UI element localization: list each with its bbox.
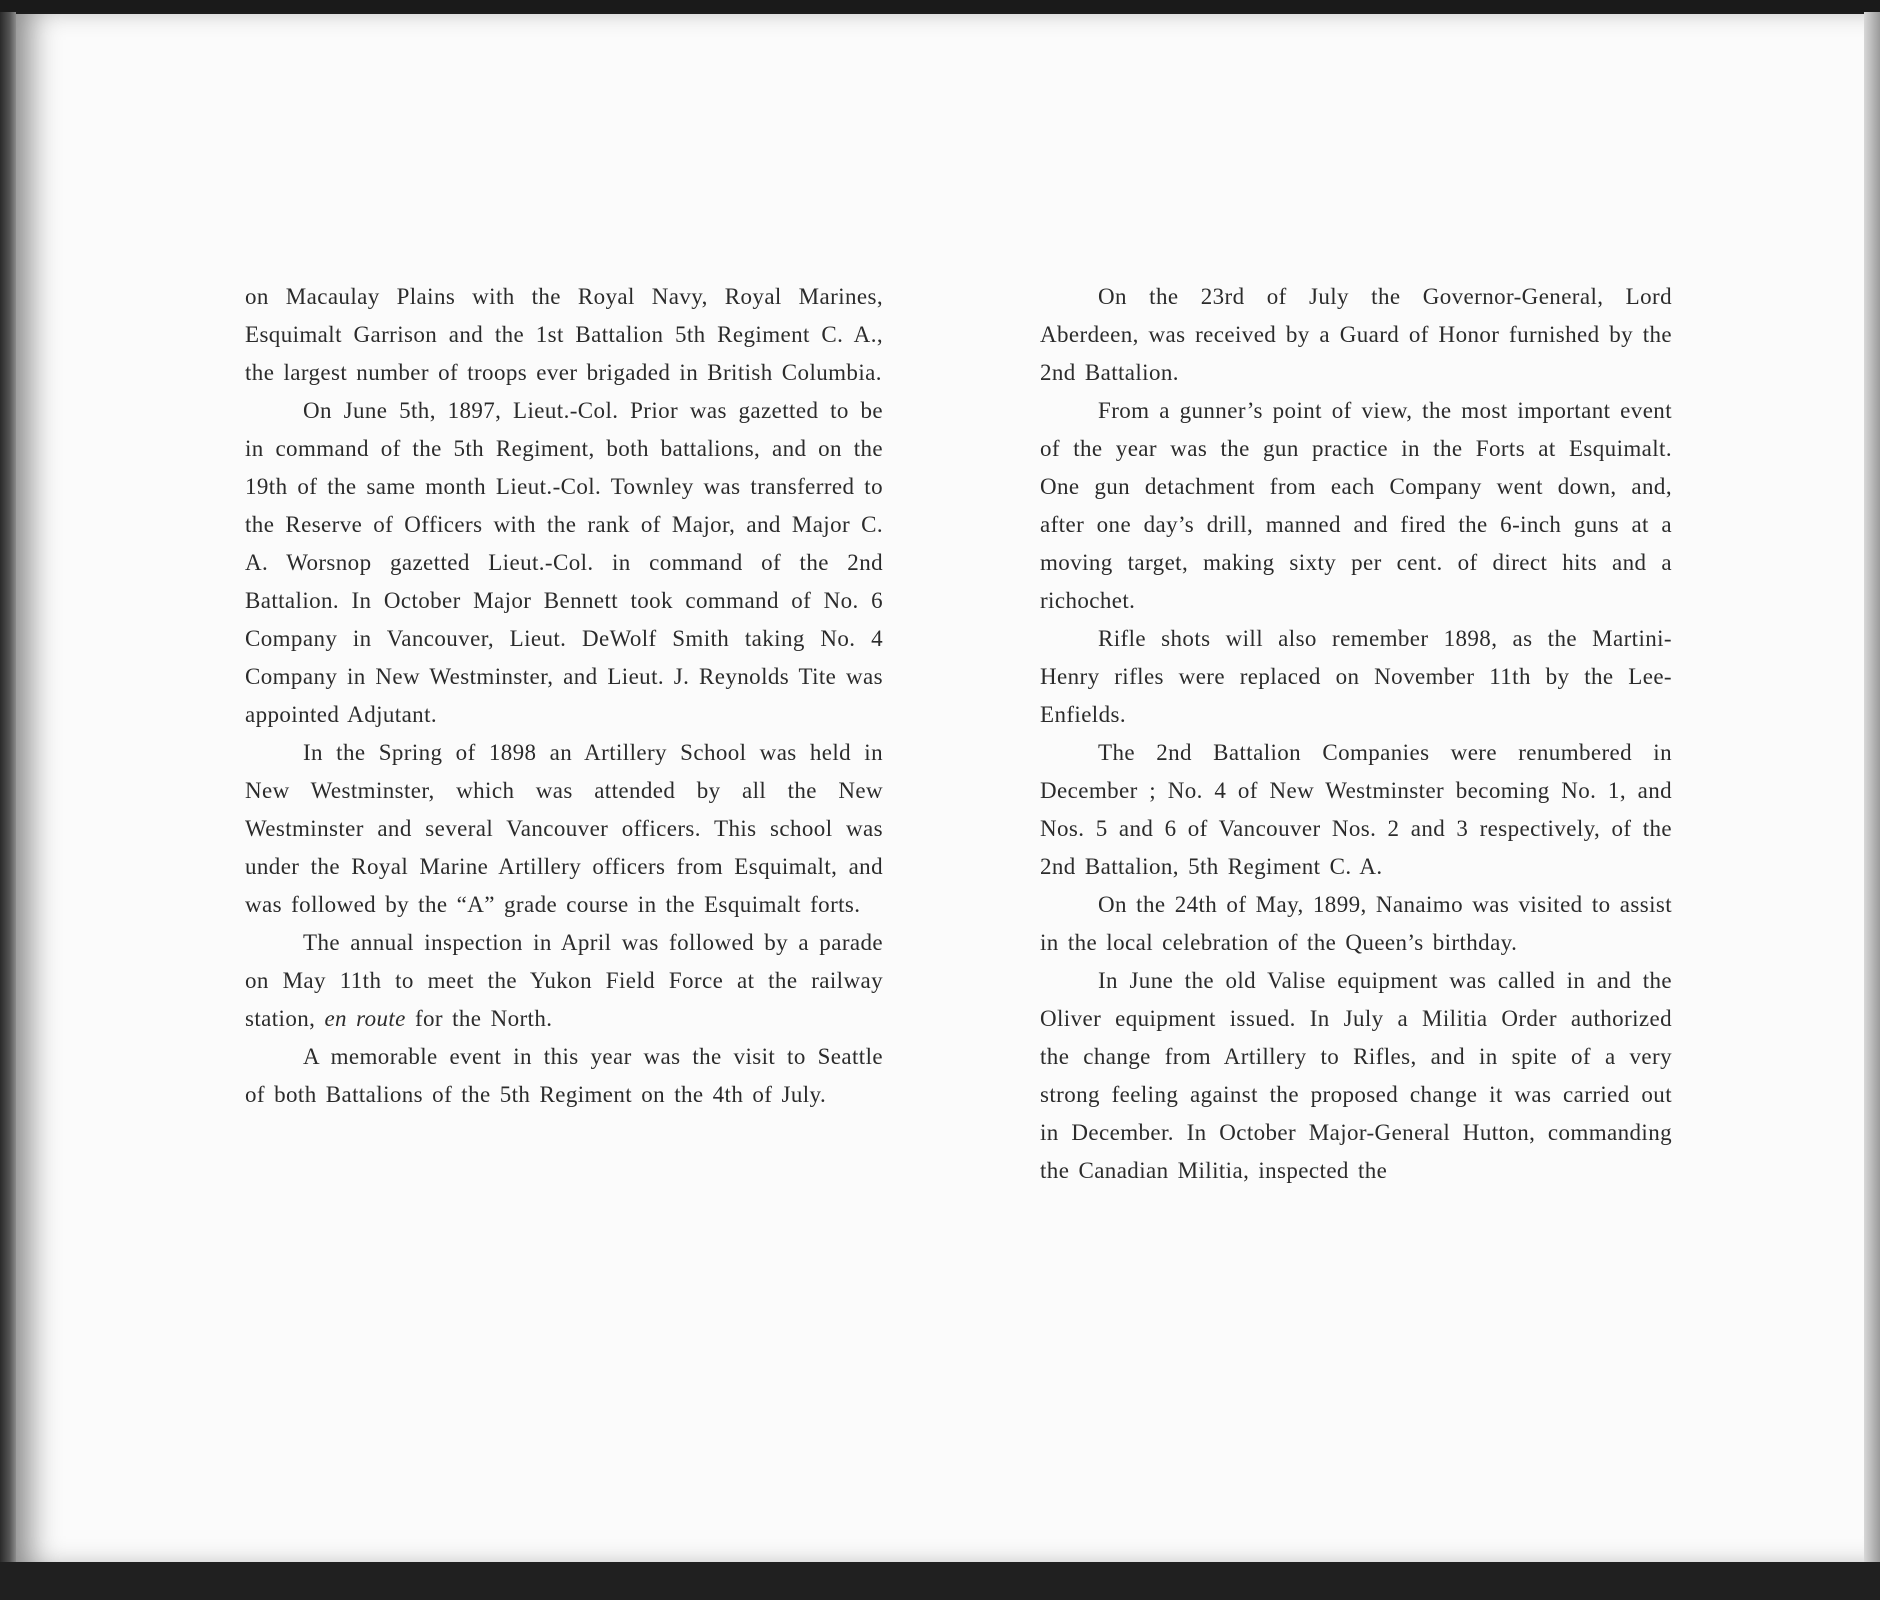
inspection-text-before: The annual inspection in April was followed by a parade on May 11th to meet the Yukon Field Force at the railway station,: [245, 930, 883, 1031]
paragraph-rifle-shots: Rifle shots will also remember 1898, as the Martini-Henry rifles were replaced on November 11th by the Lee-Enfields.: [1040, 626, 1672, 727]
page-right-edge: [1864, 12, 1880, 1562]
scan-top-border: [0, 0, 1880, 12]
inspection-text-italic: en route: [324, 1006, 406, 1031]
paragraph-macaulay-plains: on Macaulay Plains with the Royal Navy, Royal Marines, Esquimalt Garrison and the 1st Battalion 5th Regiment C. A., the largest number of troops ever brigaded in British Columbia.: [245, 284, 883, 385]
paragraph-june-1897: On June 5th, 1897, Lieut.-Col. Prior was gazetted to be in command of the 5th Regiment, both battalions, and on the 19th of the same month Lieut.-Col. Townley was transferred to the Reserve of Officers with the rank of Major, and Major C. A. Worsnop gazetted Lieut.-Col. in command of the 2nd Battalion. In October Major Bennett took command of No. 6 Company in Vancouver, Lieut. DeWolf Smith taking No. 4 Company in New Westminster, and Lieut. J. Reynolds Tite was appointed Adjutant.: [245, 398, 883, 727]
left-text-column: [245, 278, 883, 1114]
inspection-text-after: for the North.: [405, 1006, 553, 1031]
book-spine-shadow: [0, 12, 16, 1562]
paragraph-spring-1898: In the Spring of 1898 an Artillery School was held in New Westminster, which was attended by all the New Westminster and several Vancouver officers. This school was under the Royal Marine Artillery officers from Esquimalt, and was followed by the “A” grade course in the Esquimalt forts.: [245, 740, 883, 917]
paragraph-nanaimo-visit: On the 24th of May, 1899, Nanaimo was visited to assist in the local celebration of the Queen’s birthday.: [1040, 892, 1672, 955]
paragraph-annual-inspection: [245, 924, 883, 1038]
paragraph-valise-equipment: In June the old Valise equipment was called in and the Oliver equipment issued. In July a Militia Order authorized the change from Artillery to Rifles, and in spite of a very strong feeling against the proposed change it was carried out in December. In October Major-General Hutton, commanding the Canadian Militia, inspected the: [1040, 968, 1672, 1183]
right-text-column: [1040, 278, 1672, 1190]
paragraph-governor-general: On the 23rd of July the Governor-General, Lord Aberdeen, was received by a Guard of Honor furnished by the 2nd Battalion.: [1040, 284, 1672, 385]
scan-bottom-border: [0, 1562, 1880, 1600]
paragraph-seattle-visit: A memorable event in this year was the visit to Seattle of both Battalions of the 5th Regiment on the 4th of July.: [245, 1044, 883, 1107]
paragraph-companies-renumbered: The 2nd Battalion Companies were renumbered in December ; No. 4 of New Westminster becoming No. 1, and Nos. 5 and 6 of Vancouver Nos. 2 and 3 respectively, of the 2nd Battalion, 5th Regiment C. A.: [1040, 740, 1672, 879]
paragraph-gun-practice: From a gunner’s point of view, the most important event of the year was the gun practice in the Forts at Esquimalt. One gun detachment from each Company went down, and, after one day’s drill, manned and fired the 6-inch guns at a moving target, making sixty per cent. of direct hits and a richochet.: [1040, 398, 1672, 613]
